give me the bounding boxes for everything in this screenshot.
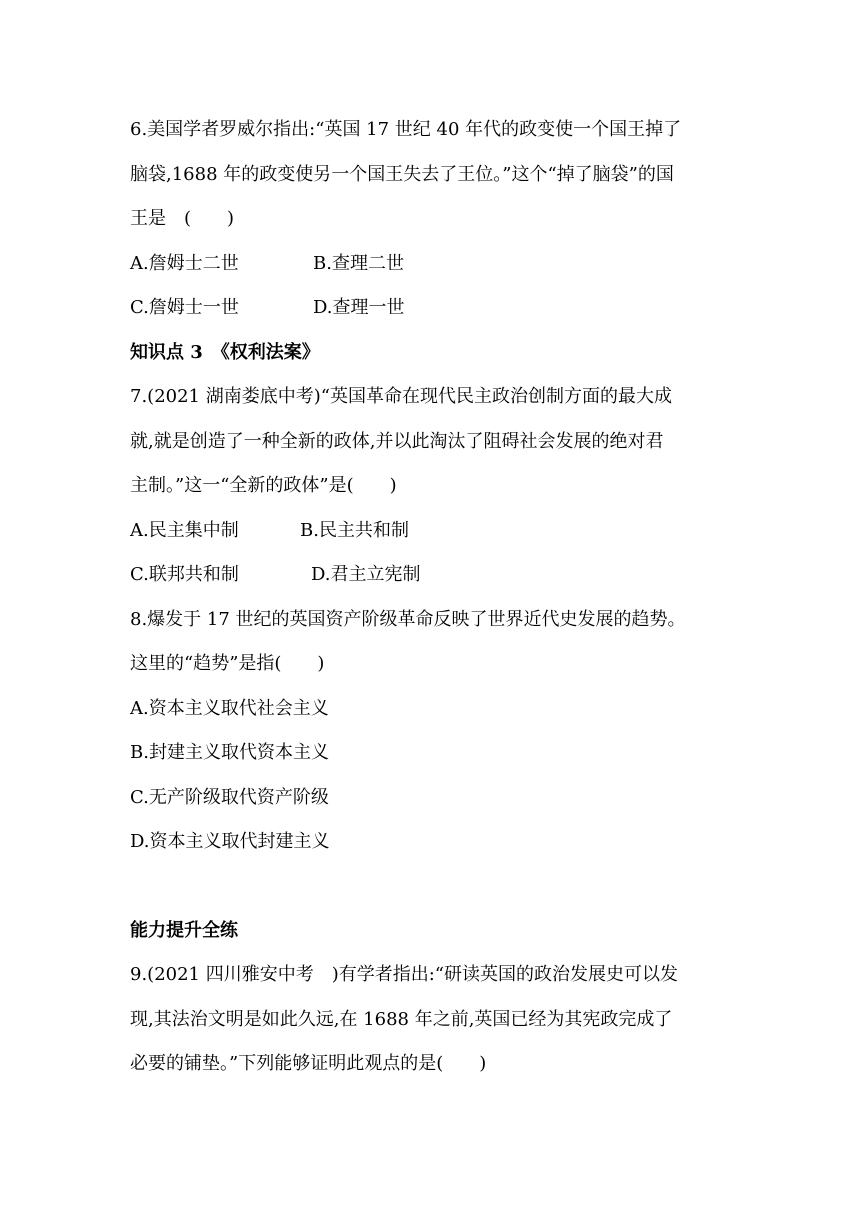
question-8-stem-line-2: 这里的“趋势”是指( ): [130, 653, 325, 674]
question-6-option-b: B.查理二世: [313, 252, 404, 274]
question-7-option-d: D.君主立宪制: [311, 564, 421, 585]
question-7-option-b: B.民主共和制: [300, 519, 409, 541]
question-7-stem-line-1: 7.(2021 湖南娄底中考)“英国革命在现代民主政治创制方面的最大成: [130, 386, 672, 407]
question-6-options-row-1: [130, 242, 750, 287]
question-8-option-a: A.资本主义取代社会主义: [130, 697, 329, 719]
question-6-options-row-2: [130, 286, 750, 331]
question-6-stem-line-1: 6.美国学者罗威尔指出:“英国 17 世纪 40 年代的政变使一个国王掉了: [130, 119, 682, 140]
question-6: [130, 108, 750, 331]
question-6-stem-line-2: 脑袋,1688 年的政变使另一个国王失去了王位。”这个“掉了脑袋”的国: [130, 163, 674, 185]
question-7-option-c: C.联邦共和制: [130, 564, 239, 585]
question-7: [130, 375, 750, 598]
question-6-option-d: D.查理一世: [313, 297, 405, 318]
question-7-stem-line-2: 就,就是创造了一种全新的政体,并以此淘汰了阻碍社会发展的绝对君: [130, 430, 664, 452]
question-6-option-c: C.詹姆士一世: [130, 297, 239, 318]
question-8-option-b: B.封建主义取代资本主义: [130, 742, 329, 763]
section-spacer: [130, 865, 750, 909]
question-7-options-row-2: [130, 553, 750, 598]
question-7-stem-line-3: 主制。”这一“全新的政体”是( ): [130, 475, 397, 496]
question-8: [130, 598, 750, 865]
document-page: [130, 108, 750, 1087]
question-8-option-d: D.资本主义取代封建主义: [130, 831, 330, 852]
section-heading-knowledge-point-3: 知识点 3 《权利法案》: [130, 341, 320, 363]
question-7-option-a: A.民主集中制: [130, 519, 239, 541]
question-9-stem-line-2: 现,其法治文明是如此久远,在 1688 年之前,英国已经为其宪政完成了: [130, 1008, 673, 1030]
question-6-option-a: A.詹姆士二世: [130, 252, 239, 274]
question-9-stem-line-3: 必要的铺垫。”下列能够证明此观点的是( ): [130, 1053, 487, 1074]
question-7-options-row-1: [130, 509, 750, 554]
question-8-option-c: C.无产阶级取代资产阶级: [130, 786, 329, 808]
question-6-stem-line-3: 王是 ( ): [130, 208, 235, 229]
question-9-stem-line-1: 9.(2021 四川雅安中考 )有学者指出:“研读英国的政治发展史可以发: [130, 964, 679, 985]
question-9: [130, 953, 750, 1087]
question-8-stem-line-1: 8.爆发于 17 世纪的英国资产阶级革命反映了世界近代史发展的趋势。: [130, 608, 686, 630]
section-heading-advanced-practice: 能力提升全练: [130, 919, 238, 941]
